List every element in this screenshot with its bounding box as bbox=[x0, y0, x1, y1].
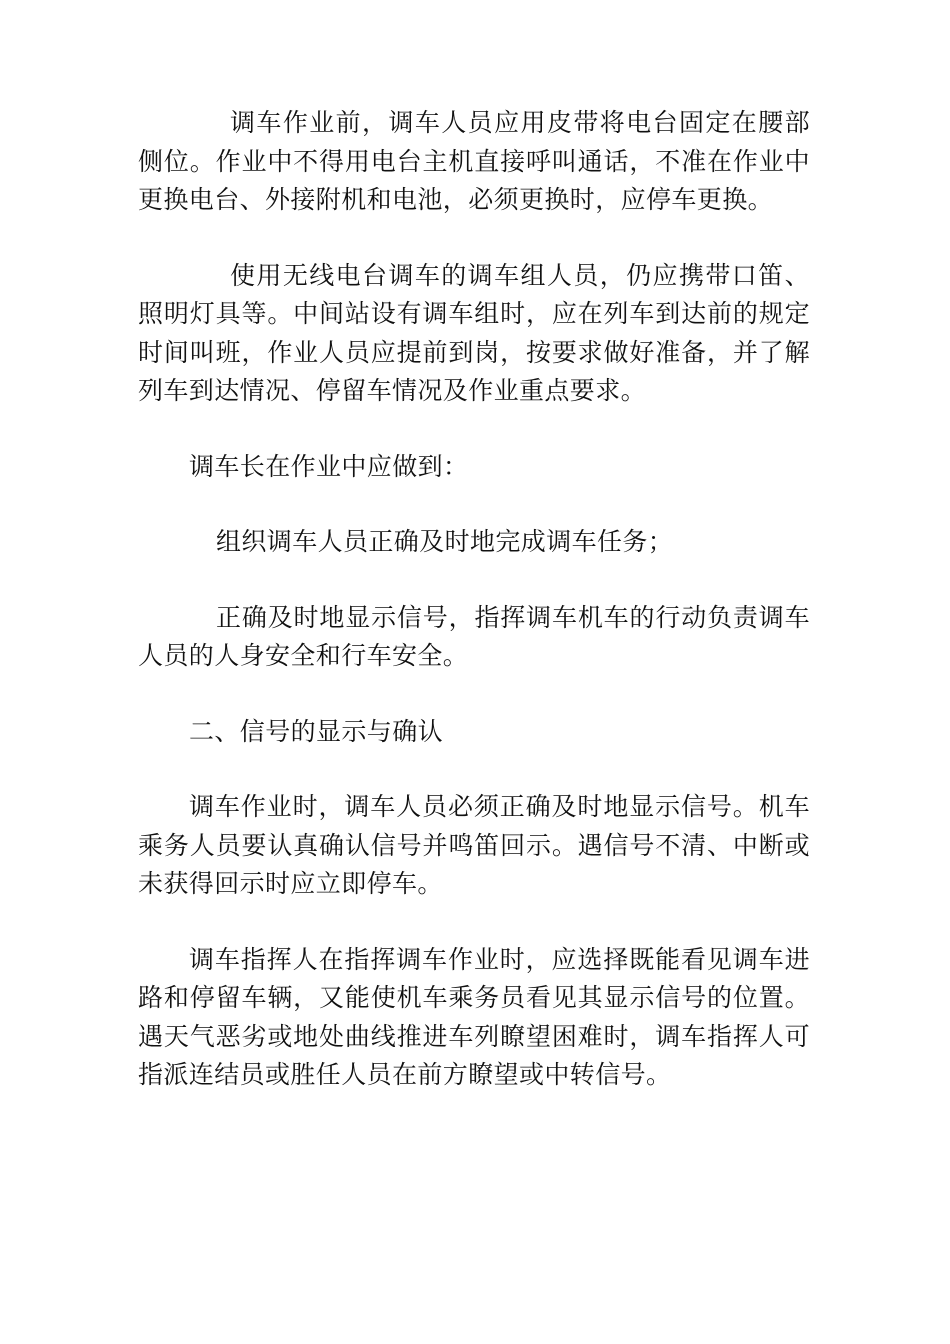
paragraph-radio-crew: 使用无线电台调车的调车组人员，仍应携带口笛、照明灯具等。中间站设有调车组时，应在列车到达前的规定时间叫班，作业人员应提前到岗，按要求做好准备，并了解列车到达情况、停留车情况及作业重点要求。 bbox=[138, 260, 810, 405]
document-page bbox=[138, 104, 810, 1095]
paragraph-shunting-leader: 调车长在作业中应做到： bbox=[189, 451, 469, 481]
section-heading: 二、信号的显示与确认 bbox=[189, 716, 444, 746]
paragraph-commander-position: 调车指挥人在指挥调车作业时，应选择既能看见调车进路和停留车辆，又能使机车乘务员看见其显示信号的位置。遇天气恶劣或地处曲线推进车列瞭望困难时，调车指挥人可指派连结员或胜任人员在前方瞭望或中转信号。 bbox=[138, 944, 810, 1089]
list-item-signal-display: 正确及时地显示信号，指挥调车机车的行动负责调车人员的人身安全和行车安全。 bbox=[138, 602, 810, 670]
paragraph-radio-fixing: 调车作业前，调车人员应用皮带将电台固定在腰部侧位。作业中不得用电台主机直接呼叫通话，不准在作业中更换电台、外接附机和电池，必须更换时，应停车更换。 bbox=[138, 108, 810, 214]
paragraph-signal-confirm: 调车作业时，调车人员必须正确及时地显示信号。机车乘务人员要认真确认信号并鸣笛回示。遇信号不清、中断或未获得回示时应立即停车。 bbox=[138, 792, 810, 898]
list-item-organize: 组织调车人员正确及时地完成调车任务； bbox=[216, 527, 674, 556]
